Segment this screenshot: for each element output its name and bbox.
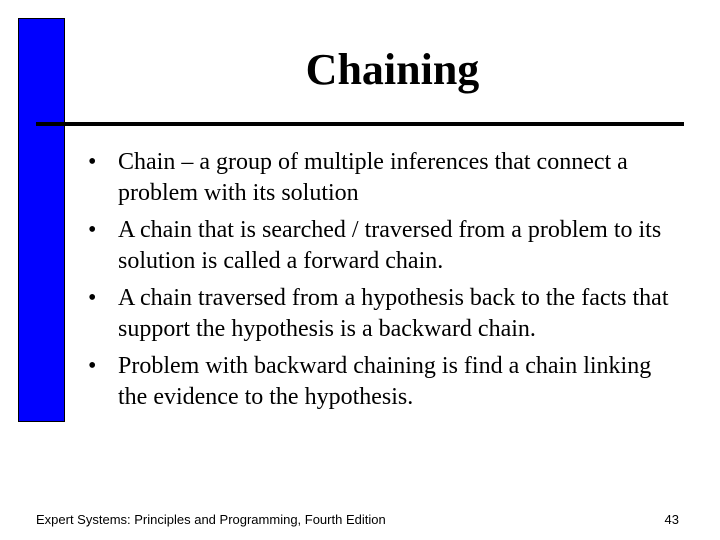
- bullet-item: [88, 147, 678, 209]
- bullet-icon: •: [88, 285, 97, 311]
- blue-accent-bar: [18, 18, 65, 422]
- bullet-list: [88, 147, 678, 419]
- title-divider: [36, 122, 684, 126]
- bullet-icon: •: [88, 217, 97, 243]
- bullet-item: [88, 283, 678, 345]
- bullet-item: [88, 351, 678, 413]
- bullet-item: [88, 215, 678, 277]
- bullet-icon: •: [88, 353, 97, 379]
- page-number: 43: [664, 512, 679, 527]
- bullet-text: A chain that is searched / traversed from a problem to its solution is called a forward chain.: [118, 217, 662, 274]
- bullet-text: Problem with backward chaining is find a chain linking the evidence to the hypothesis.: [118, 353, 652, 410]
- bullet-icon: •: [88, 149, 97, 175]
- bullet-text: Chain – a group of multiple inferences that connect a problem with its solution: [118, 149, 628, 206]
- bullet-text: A chain traversed from a hypothesis back to the facts that support the hypothesis is a backward chain.: [118, 285, 669, 342]
- footer-book-title: Expert Systems: Principles and Programming, Fourth Edition: [36, 512, 386, 527]
- slide-title: Chaining: [305, 45, 480, 94]
